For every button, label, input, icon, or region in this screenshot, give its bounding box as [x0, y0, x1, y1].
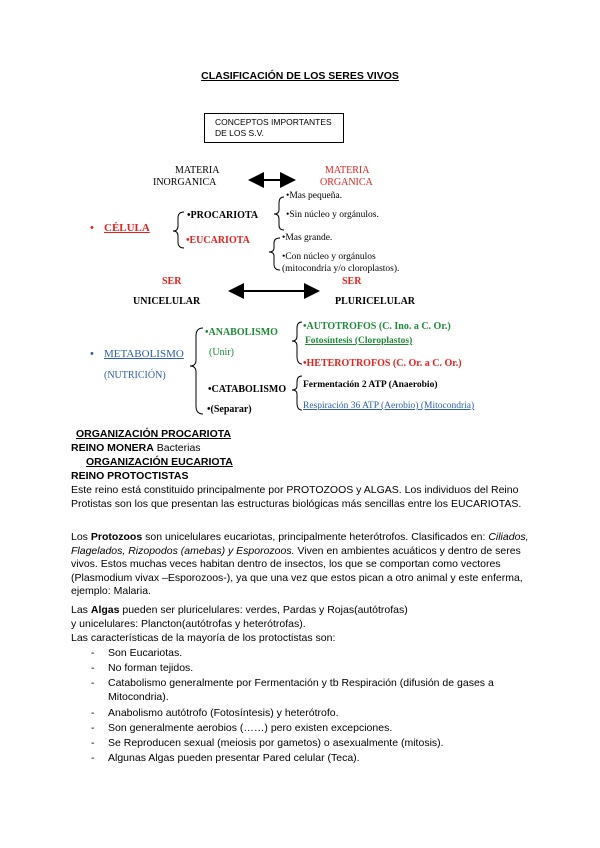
paragraph-algas	[71, 604, 408, 618]
list-dash: -	[91, 677, 95, 689]
metabolismo-bullet: •	[90, 348, 94, 360]
paragraph-plancton: y unicelulares: Plancton(autótrofas y heterótrofas).	[71, 618, 306, 630]
materia-inorganica-line1: MATERIA	[175, 165, 220, 176]
metabolismo-label: METABOLISMO	[104, 348, 184, 360]
algas-bold: Algas	[90, 604, 120, 616]
separar-label: •(Separar)	[207, 404, 252, 415]
protozoos-text-a: Los	[71, 531, 91, 543]
list-item: Son generalmente aerobios (……) pero existen excepciones.	[108, 722, 393, 734]
list-dash: -	[91, 647, 95, 659]
paragraph-protoctistas: Este reino está constituido principalmente por PROTOZOOS y ALGAS. Los individuos del Reino Protistas son los que presentan las estructuras biológicas más sencillas entre los EUCARIOTAS.	[71, 484, 522, 510]
protozoos-italic: Ciliados, Flagelados, Rizopodos (amebas) y Esporozoos.	[71, 531, 529, 557]
celula-bullet: •	[90, 222, 94, 234]
paragraph-protozoos	[71, 531, 531, 599]
nutricion-label: (NUTRICIÓN)	[104, 370, 166, 381]
autotrofos-label: •AUTOTROFOS (C. Ino. a C. Or.)	[303, 321, 451, 332]
list-item: No forman tejidos.	[108, 662, 194, 674]
page-title: CLASIFICACIÓN DE LOS SERES VIVOS	[201, 70, 399, 82]
eucariota-detail-1: •Mas grande.	[282, 233, 333, 243]
heterotrofos-label: •HETEROTROFOS (C. Or. a C. Or.)	[303, 358, 462, 369]
paragraph-caracteristicas: Las características de la mayoría de los protoctistas son:	[71, 632, 336, 644]
reino-monera-line	[71, 442, 201, 456]
reino-protoctistas-heading: REINO PROTOCTISTAS	[71, 470, 189, 482]
list-item: Algunas Algas pueden presentar Pared celular (Teca).	[108, 752, 360, 764]
anabolismo-brace	[292, 322, 302, 364]
list-item: Son Eucariotas.	[108, 647, 183, 659]
materia-organica-line1: MATERIA	[325, 165, 370, 176]
materia-organica-line2: ORGANICA	[320, 177, 373, 188]
catabolismo-brace	[292, 376, 302, 410]
ser-left: SER	[162, 276, 182, 287]
respiracion-label: Respiración 36 ATP (Aerobio) (Mitocondria)	[303, 401, 475, 411]
list-dash: -	[91, 722, 95, 734]
materia-inorganica-line2: INORGANICA	[153, 177, 217, 188]
list-dash: -	[91, 737, 95, 749]
celula-label: CÉLULA	[104, 222, 150, 234]
algas-text-a: Las	[71, 604, 91, 616]
algas-text-b: pueden ser pluricelulares: verdes, Pardas y Rojas(autótrofas)	[119, 604, 408, 616]
metabolismo-brace	[190, 328, 203, 414]
concept-box: CONCEPTOS IMPORTANTES DE LOS S.V.	[204, 113, 344, 143]
anabolismo-label: •ANABOLISMO	[205, 327, 278, 338]
eucariota-brace	[269, 238, 280, 270]
fermentacion-label: Fermentación 2 ATP (Anaerobio)	[303, 380, 438, 390]
org-procariota-heading: ORGANIZACIÓN PROCARIOTA	[76, 428, 231, 440]
procariota-detail-2: •Sin núcleo y orgánulos.	[286, 210, 379, 220]
celula-brace	[173, 212, 184, 248]
eucariota-detail-3: (mitocondria y/o cloroplastos).	[282, 264, 400, 274]
protozoos-bold: Protozoos	[90, 531, 143, 543]
list-item: Catabolismo generalmente por Fermentación y tb Respiración (difusión de gases a Mitocondria).	[108, 677, 494, 703]
procariota-brace	[274, 197, 284, 230]
org-eucariota-heading: ORGANIZACIÓN EUCARIOTA	[86, 456, 233, 468]
unir-label: (Unir)	[209, 347, 234, 358]
procariota-label: •PROCARIOTA	[187, 210, 259, 221]
list-item: Se Reproducen sexual (meiosis por gametos) o asexualmente (mitosis).	[108, 737, 444, 749]
catabolismo-label: •CATABOLISMO	[208, 384, 287, 395]
ser-right: SER	[342, 276, 362, 287]
eucariota-label: •EUCARIOTA	[186, 235, 250, 246]
reino-monera-value: Bacterias	[153, 442, 201, 454]
eucariota-detail-2: •Con núcleo y orgánulos	[282, 252, 376, 262]
protozoos-text-b: son unicelulares eucariotas, principalmente heterótrofos. Clasificados en:	[142, 531, 489, 543]
fotosintesis-label: Fotosíntesis (Cloroplastos)	[305, 336, 413, 346]
procariota-detail-1: •Mas pequeña.	[286, 191, 343, 201]
list-dash: -	[91, 752, 95, 764]
protozoos-text-c: Viven en ambientes acuáticos y dentro de seres vivos. Estos muchas veces habitan dentro de insectos, los que se comportan como vectores (Plasmodium vivax –Esporozoos-), ya que una vez que estos pican a otro animal y este enferma, ejemplo: Malaria.	[71, 544, 523, 597]
unicelular-label: UNICELULAR	[133, 296, 201, 307]
list-dash: -	[91, 707, 95, 719]
reino-monera-label: REINO MONERA	[71, 442, 154, 454]
list-dash: -	[91, 662, 95, 674]
pluricelular-label: PLURICELULAR	[335, 296, 416, 307]
list-item: Anabolismo autótrofo (Fotosíntesis) y heterótrofo.	[108, 707, 339, 719]
